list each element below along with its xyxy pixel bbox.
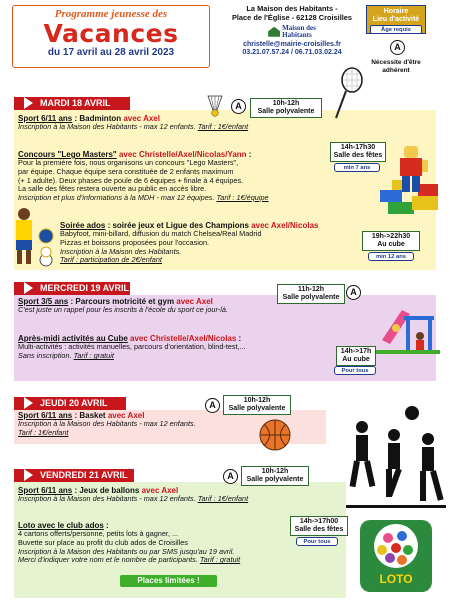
title-box: [12, 5, 210, 68]
legend-member-icon: A: [390, 40, 405, 55]
soiree-age-tag: min 12 ans: [368, 252, 414, 261]
activity-loto: Loto avec le club ados : 4 cartons offerts/personne, petits lots à gagner, ... Buvette sur place au profit du club ados de Croisilles Inscription à la Maison des Habitants ou par SMS jusqu'au 19 avril. Merci d'indiquer votre nom et le nombre de participants. Tarif : gratuit: [18, 521, 241, 565]
org-block: [222, 5, 362, 58]
lego-age-tag: min 7 ans: [334, 163, 380, 172]
title-main: Vacances: [43, 18, 179, 48]
activity-badminton: Sport 6/11 ans : Badminton avec Axel Inscription à la Maison des Habitants - max 12 enfants. Tarif : 1€/enfant: [18, 114, 249, 132]
title-dates: du 17 avril au 28 avril 2023: [47, 46, 175, 58]
activity-soiree-ados: Soirée ados : soirée jeux et Ligue des Champions avec Axel/Nicolas Babyfoot, mini-billard, diffusion du match Chelsea/Real Madrid Pizzas et boissons proposées pour l'occasion. Inscription à la Maison des Habitants. Tarif : participation de 2€/enfant: [60, 221, 319, 265]
soiree-time-chip: 19h->22h30 Au cube: [362, 231, 420, 251]
activity-lego: Concours "Lego Masters" avec Christelle/Axel/Nicolas/Yann : Pour la première fois, nous organisons un concours "Lego Masters", par équipe. Chaque équipe sera constituée de 2 enfants maximum (+ 1 adulte). Deux phases de poule de 6 équipes + finale à 4 équipes. La salle des fêtes restera ouverte au public en accès libre. Inscription et plus d'informations à la MDH - max 12 équipes. Tarif : 1€/équipe: [18, 150, 269, 202]
day-banner-friday: VENDREDI 21 AVRIL: [14, 469, 134, 482]
loto-logo: [360, 520, 432, 592]
loto-logo-text: LOTO: [379, 572, 413, 586]
house-icon: [268, 27, 280, 37]
day-banner-tuesday: MARDI 18 AVRIL: [14, 97, 130, 110]
cube-age-tag: Pour tous: [334, 366, 376, 375]
member-required-icon: A: [346, 285, 361, 300]
activity-basket: Sport 6/11 ans : Basket avec Axel Inscription à la Maison des Habitants - max 12 enfants. Tarif : 1€/enfant: [18, 411, 196, 438]
loto-age-tag: Pour tous: [296, 537, 338, 546]
org-logo: Maison des Habitants: [268, 25, 316, 39]
title-top-line: Programme jeunesse des: [54, 8, 168, 20]
day-banner-wednesday: MERCREDI 19 AVRIL: [14, 282, 130, 295]
badminton-time-chip: 10h-12h Salle polyvalente: [250, 98, 322, 118]
org-line2: Place de l'Église - 62128 Croisilles: [231, 12, 353, 22]
org-contact: [222, 41, 362, 58]
activity-motricite: Sport 3/5 ans : Parcours motricité et gym avec Axel C'est juste un rappel pour les inscrits à l'école du sport ce jour-là.: [18, 297, 228, 315]
motricite-time-chip: 11h-12h Salle polyvalente: [277, 284, 345, 304]
member-required-icon: A: [223, 469, 238, 484]
member-required-icon: A: [231, 99, 246, 114]
basket-time-chip: 10h-12h Salle polyvalente: [223, 395, 291, 415]
day-banner-thursday: JEUDI 20 AVRIL: [14, 397, 126, 410]
activity-ballons: Sport 6/11 ans : Jeux de ballons avec Axel Inscription à la Maison des Habitants - max 12 enfants. Tarif : 1€/enfant: [18, 486, 249, 504]
playground-icon: [376, 300, 440, 362]
ballons-time-chip: 10h-12h Salle polyvalente: [241, 466, 309, 486]
places-limited-badge: Places limitées !: [120, 575, 217, 587]
legend-age-tag: Âge requis: [370, 25, 422, 34]
lottery-balls-icon: [360, 520, 432, 576]
cube-time-chip: 14h->17h Au cube: [336, 346, 376, 366]
sports-silhouettes-icon: [342, 405, 446, 517]
loto-time-chip: 14h->17h00 Salle des fêtes: [290, 516, 348, 536]
lego-time-chip: 14h-17h30 Salle des fêtes: [330, 142, 386, 162]
org-email[interactable]: christelle@mairie-croisilles.fr: [243, 40, 341, 48]
member-required-icon: A: [205, 398, 220, 413]
legend-note: Nécessite d'être adhérent: [371, 59, 421, 75]
activity-cube: Après-midi activités au Cube avec Christelle/Axel/Nicolas : Multi-activités : activités manuelles, parcours d'orientation, blind-test,... Sans inscription. Tarif : gratuit: [18, 334, 246, 361]
lego-figure-icon: [378, 140, 444, 222]
legend-schedule-box: Horaire Lieu d'activité: [366, 5, 426, 34]
org-phones: 03.21.07.57.24 / 06.71.03.02.24: [242, 49, 342, 57]
football-player-icon: [4, 206, 60, 270]
org-line1: La Maison des Habitants -: [246, 4, 338, 13]
basketball-icon: [258, 418, 292, 452]
